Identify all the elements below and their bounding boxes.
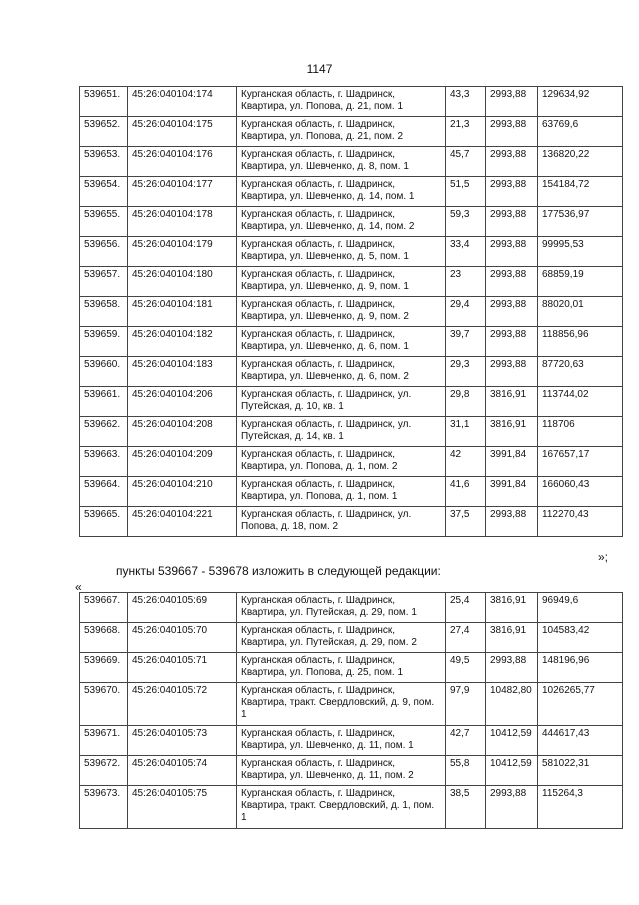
rate-cell: 2993,88 [486, 327, 538, 357]
address-cell: Курганская область, г. Шадринск, Квартира, ул. Попова, д. 21, пом. 1 [237, 87, 446, 117]
cadastral-value-cell: 104583,42 [538, 623, 623, 653]
cadastral-number-cell: 45:26:040104:174 [128, 87, 237, 117]
row-number-cell: 539672. [80, 756, 128, 786]
cadastral-number-cell: 45:26:040105:74 [128, 756, 237, 786]
cadastral-value-cell: 136820,22 [538, 147, 623, 177]
table-row [80, 267, 623, 297]
amendment-instruction: пункты 539667 - 539678 изложить в следующей редакции: [116, 564, 441, 578]
area-cell: 51,5 [446, 177, 486, 207]
table-row [80, 623, 623, 653]
cadastral-number-cell: 45:26:040104:210 [128, 477, 237, 507]
cadastral-value-cell: 167657,17 [538, 447, 623, 477]
cadastral-value-cell: 129634,92 [538, 87, 623, 117]
row-number-cell: 539653. [80, 147, 128, 177]
address-cell: Курганская область, г. Шадринск, ул. Путейская, д. 10, кв. 1 [237, 387, 446, 417]
address-cell: Курганская область, г. Шадринск, Квартира, ул. Шевченко, д. 14, пом. 1 [237, 177, 446, 207]
cadastral-value-cell: 112270,43 [538, 507, 623, 537]
row-number-cell: 539658. [80, 297, 128, 327]
rate-cell: 2993,88 [486, 207, 538, 237]
cadastral-number-cell: 45:26:040104:177 [128, 177, 237, 207]
closing-quote: »; [598, 550, 609, 564]
table-row [80, 507, 623, 537]
cadastral-number-cell: 45:26:040105:70 [128, 623, 237, 653]
cadastral-number-cell: 45:26:040104:183 [128, 357, 237, 387]
cadastral-value-cell: 87720,63 [538, 357, 623, 387]
area-cell: 38,5 [446, 786, 486, 829]
rate-cell: 3816,91 [486, 593, 538, 623]
table-row [80, 147, 623, 177]
cadastral-number-cell: 45:26:040105:69 [128, 593, 237, 623]
cadastral-value-cell: 115264,3 [538, 786, 623, 829]
address-cell: Курганская область, г. Шадринск, Квартира, ул. Шевченко, д. 11, пом. 1 [237, 726, 446, 756]
area-cell: 39,7 [446, 327, 486, 357]
row-number-cell: 539659. [80, 327, 128, 357]
cadastral-number-cell: 45:26:040105:73 [128, 726, 237, 756]
table-row [80, 653, 623, 683]
row-number-cell: 539651. [80, 87, 128, 117]
cadastral-value-cell: 166060,43 [538, 477, 623, 507]
table-row [80, 387, 623, 417]
address-cell: Курганская область, г. Шадринск, Квартира, ул. Попова, д. 1, пом. 2 [237, 447, 446, 477]
row-number-cell: 539665. [80, 507, 128, 537]
address-cell: Курганская область, г. Шадринск, Квартира, ул. Путейская, д. 29, пом. 1 [237, 593, 446, 623]
cadastral-number-cell: 45:26:040104:182 [128, 327, 237, 357]
table-row [80, 447, 623, 477]
row-number-cell: 539660. [80, 357, 128, 387]
table-row [80, 117, 623, 147]
table-row [80, 87, 623, 117]
cadastral-value-cell: 88020,01 [538, 297, 623, 327]
address-cell: Курганская область, г. Шадринск, Квартира, ул. Попова, д. 1, пом. 1 [237, 477, 446, 507]
table-row [80, 297, 623, 327]
row-number-cell: 539668. [80, 623, 128, 653]
cadastral-number-cell: 45:26:040105:75 [128, 786, 237, 829]
rate-cell: 10482,80 [486, 683, 538, 726]
cadastral-value-cell: 113744,02 [538, 387, 623, 417]
table-row [80, 726, 623, 756]
cadastral-value-cell: 118706 [538, 417, 623, 447]
cadastral-value-cell: 63769,6 [538, 117, 623, 147]
area-cell: 45,7 [446, 147, 486, 177]
area-cell: 42,7 [446, 726, 486, 756]
area-cell: 97,9 [446, 683, 486, 726]
cadastral-value-cell: 118856,96 [538, 327, 623, 357]
cadastral-number-cell: 45:26:040104:206 [128, 387, 237, 417]
row-number-cell: 539671. [80, 726, 128, 756]
rate-cell: 2993,88 [486, 177, 538, 207]
cadastral-number-cell: 45:26:040104:176 [128, 147, 237, 177]
row-number-cell: 539663. [80, 447, 128, 477]
area-cell: 29,8 [446, 387, 486, 417]
area-cell: 41,6 [446, 477, 486, 507]
area-cell: 33,4 [446, 237, 486, 267]
rate-cell: 2993,88 [486, 267, 538, 297]
row-number-cell: 539673. [80, 786, 128, 829]
table-row [80, 786, 623, 829]
table-row [80, 477, 623, 507]
row-number-cell: 539667. [80, 593, 128, 623]
cadastral-number-cell: 45:26:040104:180 [128, 267, 237, 297]
cadastral-number-cell: 45:26:040104:179 [128, 237, 237, 267]
rate-cell: 2993,88 [486, 117, 538, 147]
opening-quote: « [75, 580, 82, 594]
area-cell: 25,4 [446, 593, 486, 623]
rate-cell: 3816,91 [486, 417, 538, 447]
area-cell: 42 [446, 447, 486, 477]
rate-cell: 2993,88 [486, 507, 538, 537]
table-row [80, 207, 623, 237]
rate-cell: 2993,88 [486, 653, 538, 683]
address-cell: Курганская область, г. Шадринск, Квартира, тракт. Свердловский, д. 1, пом. 1 [237, 786, 446, 829]
address-cell: Курганская область, г. Шадринск, Квартира, тракт. Свердловский, д. 9, пом. 1 [237, 683, 446, 726]
table-row [80, 327, 623, 357]
area-cell: 31,1 [446, 417, 486, 447]
address-cell: Курганская область, г. Шадринск, Квартира, ул. Шевченко, д. 6, пом. 1 [237, 327, 446, 357]
address-cell: Курганская область, г. Шадринск, Квартира, ул. Шевченко, д. 11, пом. 2 [237, 756, 446, 786]
rate-cell: 10412,59 [486, 726, 538, 756]
row-number-cell: 539664. [80, 477, 128, 507]
address-cell: Курганская область, г. Шадринск, Квартира, ул. Попова, д. 21, пом. 2 [237, 117, 446, 147]
cadastral-number-cell: 45:26:040104:181 [128, 297, 237, 327]
table-row [80, 237, 623, 267]
row-number-cell: 539654. [80, 177, 128, 207]
address-cell: Курганская область, г. Шадринск, Квартира, ул. Шевченко, д. 9, пом. 2 [237, 297, 446, 327]
row-number-cell: 539669. [80, 653, 128, 683]
address-cell: Курганская область, г. Шадринск, Квартира, ул. Шевченко, д. 6, пом. 2 [237, 357, 446, 387]
address-cell: Курганская область, г. Шадринск, Квартира, ул. Попова, д. 25, пом. 1 [237, 653, 446, 683]
area-cell: 37,5 [446, 507, 486, 537]
address-cell: Курганская область, г. Шадринск, Квартира, ул. Шевченко, д. 9, пом. 1 [237, 267, 446, 297]
area-cell: 29,3 [446, 357, 486, 387]
table-row [80, 357, 623, 387]
row-number-cell: 539656. [80, 237, 128, 267]
table-row [80, 177, 623, 207]
table-row [80, 683, 623, 726]
area-cell: 29,4 [446, 297, 486, 327]
address-cell: Курганская область, г. Шадринск, ул. Путейская, д. 14, кв. 1 [237, 417, 446, 447]
cadastral-number-cell: 45:26:040104:175 [128, 117, 237, 147]
cadastral-value-cell: 177536,97 [538, 207, 623, 237]
area-cell: 23 [446, 267, 486, 297]
area-cell: 59,3 [446, 207, 486, 237]
table-row [80, 417, 623, 447]
cadastral-value-cell: 581022,31 [538, 756, 623, 786]
row-number-cell: 539652. [80, 117, 128, 147]
cadastral-value-cell: 1026265,77 [538, 683, 623, 726]
table-row [80, 593, 623, 623]
row-number-cell: 539661. [80, 387, 128, 417]
area-cell: 49,5 [446, 653, 486, 683]
cadastral-value-cell: 96949,6 [538, 593, 623, 623]
cadastral-value-cell: 444617,43 [538, 726, 623, 756]
rate-cell: 2993,88 [486, 297, 538, 327]
address-cell: Курганская область, г. Шадринск, Квартира, ул. Шевченко, д. 8, пом. 1 [237, 147, 446, 177]
rate-cell: 3816,91 [486, 387, 538, 417]
row-number-cell: 539657. [80, 267, 128, 297]
rate-cell: 2993,88 [486, 357, 538, 387]
rate-cell: 2993,88 [486, 786, 538, 829]
address-cell: Курганская область, г. Шадринск, ул. Попова, д. 18, пом. 2 [237, 507, 446, 537]
cadastral-value-cell: 154184,72 [538, 177, 623, 207]
register-table-2 [79, 592, 623, 829]
table-row [80, 756, 623, 786]
area-cell: 55,8 [446, 756, 486, 786]
area-cell: 27,4 [446, 623, 486, 653]
address-cell: Курганская область, г. Шадринск, Квартира, ул. Путейская, д. 29, пом. 2 [237, 623, 446, 653]
page-number: 1147 [306, 62, 333, 76]
address-cell: Курганская область, г. Шадринск, Квартира, ул. Шевченко, д. 14, пом. 2 [237, 207, 446, 237]
cadastral-number-cell: 45:26:040104:209 [128, 447, 237, 477]
rate-cell: 2993,88 [486, 147, 538, 177]
rate-cell: 3991,84 [486, 477, 538, 507]
area-cell: 43,3 [446, 87, 486, 117]
rate-cell: 2993,88 [486, 237, 538, 267]
row-number-cell: 539662. [80, 417, 128, 447]
register-table-1 [79, 86, 623, 537]
cadastral-value-cell: 99995,53 [538, 237, 623, 267]
rate-cell: 10412,59 [486, 756, 538, 786]
cadastral-number-cell: 45:26:040105:71 [128, 653, 237, 683]
rate-cell: 3991,84 [486, 447, 538, 477]
cadastral-value-cell: 68859,19 [538, 267, 623, 297]
cadastral-value-cell: 148196,96 [538, 653, 623, 683]
rate-cell: 3816,91 [486, 623, 538, 653]
cadastral-number-cell: 45:26:040104:178 [128, 207, 237, 237]
row-number-cell: 539670. [80, 683, 128, 726]
area-cell: 21,3 [446, 117, 486, 147]
cadastral-number-cell: 45:26:040105:72 [128, 683, 237, 726]
rate-cell: 2993,88 [486, 87, 538, 117]
address-cell: Курганская область, г. Шадринск, Квартира, ул. Шевченко, д. 5, пом. 1 [237, 237, 446, 267]
cadastral-number-cell: 45:26:040104:221 [128, 507, 237, 537]
row-number-cell: 539655. [80, 207, 128, 237]
cadastral-number-cell: 45:26:040104:208 [128, 417, 237, 447]
